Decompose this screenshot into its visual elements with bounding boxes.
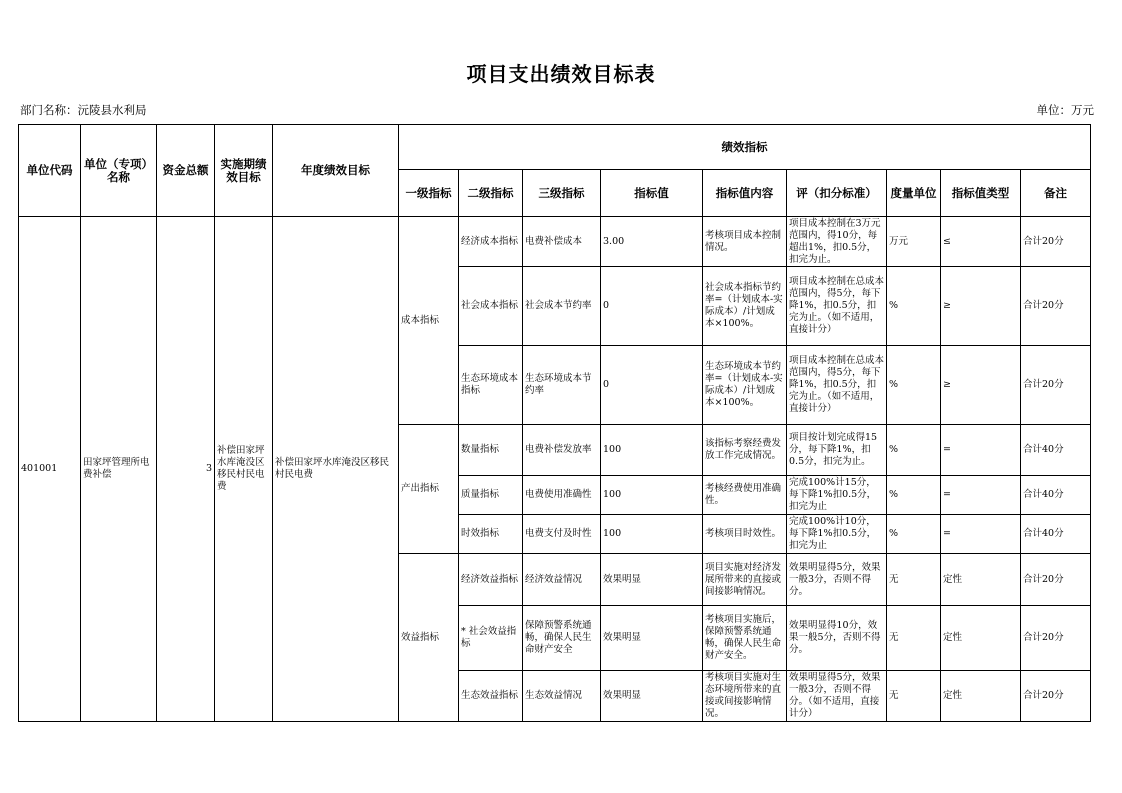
measure-unit-cell: % [887,425,941,476]
unit-label: 单位：万元 [1036,103,1094,117]
remark-cell: 合计20分 [1021,554,1091,606]
measure-unit-cell: 万元 [887,217,941,267]
department-label: 部门名称：沅陵县水利局 [20,103,147,117]
measure-unit-cell: 无 [887,671,941,722]
scoring-cell: 项目成本控制在3万元范围内，得10分，每超出1%，扣0.5分，扣完为止。 [787,217,887,267]
level2-cell: 生态效益指标 [459,671,523,722]
scoring-cell: 项目成本控制在总成本范围内，得5分，每下降1%，扣0.5分，扣完为止。（如不适用，直接计分） [787,346,887,425]
header-level1: 一级指标 [399,170,459,217]
value-type-cell: 定性 [941,554,1021,606]
value-cell: 0 [601,346,703,425]
remark-cell: 合计20分 [1021,217,1091,267]
content-cell: 社会成本指标节约率=（计划成本-实际成本）/计划成本×100%。 [703,267,787,346]
value-type-cell: = [941,425,1021,476]
level2-cell: * 社会效益指标 [459,606,523,671]
header-row-1 [19,125,1091,170]
total-funds-cell: 3 [157,217,215,722]
header-remark: 备注 [1021,170,1091,217]
scoring-cell: 项目按计划完成得15分，每下降1%，扣0.5分，扣完为止。 [787,425,887,476]
level2-cell: 生态环境成本指标 [459,346,523,425]
value-type-cell: 定性 [941,671,1021,722]
remark-cell: 合计40分 [1021,476,1091,515]
level2-cell: 时效指标 [459,515,523,554]
header-scoring: 评（扣分标准） [787,170,887,217]
level2-cell: 经济成本指标 [459,217,523,267]
level3-cell: 电费使用准确性 [523,476,601,515]
period-goal-cell: 补偿田家坪水库淹没区移民村民电费 [215,217,273,722]
level1-cell: 效益指标 [399,554,459,722]
table-row [19,217,1091,267]
content-cell: 该指标考察经费发放工作完成情况。 [703,425,787,476]
value-cell: 3.00 [601,217,703,267]
level2-cell: 社会成本指标 [459,267,523,346]
header-level2: 二级指标 [459,170,523,217]
header-period-goal: 实施期绩效目标 [215,125,273,217]
scoring-cell: 效果明显得5分，效果一般3分，否则不得分。（如不适用，直接计分） [787,671,887,722]
header-annual-goal: 年度绩效目标 [273,125,399,217]
content-cell: 生态环境成本节约率=（计划成本-实际成本）/计划成本×100%。 [703,346,787,425]
header-total-funds: 资金总额 [157,125,215,217]
header-value: 指标值 [601,170,703,217]
level3-cell: 保障预警系统通畅，确保人民生命财产安全 [523,606,601,671]
level2-cell: 质量指标 [459,476,523,515]
remark-cell: 合计20分 [1021,671,1091,722]
value-cell: 100 [601,476,703,515]
scoring-cell: 完成100%计15分，每下降1%扣0.5分，扣完为止 [787,476,887,515]
value-type-cell: ≥ [941,267,1021,346]
unit-code-cell: 401001 [19,217,81,722]
measure-unit-cell: % [887,515,941,554]
content-cell: 考核项目实施后，保障预警系统通畅，确保人民生命财产安全。 [703,606,787,671]
level3-cell: 生态环境成本节约率 [523,346,601,425]
value-cell: 100 [601,425,703,476]
remark-cell: 合计40分 [1021,515,1091,554]
value-type-cell: ≥ [941,346,1021,425]
level3-cell: 经济效益情况 [523,554,601,606]
scoring-cell: 完成100%计10分，每下降1%扣0.5分，扣完为止 [787,515,887,554]
measure-unit-cell: % [887,346,941,425]
level2-cell: 数量指标 [459,425,523,476]
header-measure-unit: 度量单位 [887,170,941,217]
remark-cell: 合计40分 [1021,425,1091,476]
value-type-cell: ≤ [941,217,1021,267]
content-cell: 考核项目实施对生态环境所带来的直接或间接影响情况。 [703,671,787,722]
level3-cell: 电费支付及时性 [523,515,601,554]
value-cell: 效果明显 [601,554,703,606]
header-indicators: 绩效指标 [399,125,1091,170]
level2-cell: 经济效益指标 [459,554,523,606]
level3-cell: 电费补偿成本 [523,217,601,267]
annual-goal-cell: 补偿田家坪水库淹没区移民村民电费 [273,217,399,722]
content-cell: 考核项目成本控制情况。 [703,217,787,267]
level3-cell: 社会成本节约率 [523,267,601,346]
value-cell: 100 [601,515,703,554]
remark-cell: 合计20分 [1021,267,1091,346]
scoring-cell: 效果明显得5分，效果一般3分，否则不得分。 [787,554,887,606]
header-value-type: 指标值类型 [941,170,1021,217]
value-cell: 0 [601,267,703,346]
measure-unit-cell: % [887,476,941,515]
remark-cell: 合计20分 [1021,606,1091,671]
value-type-cell: = [941,515,1021,554]
measure-unit-cell: 无 [887,606,941,671]
measure-unit-cell: % [887,267,941,346]
scoring-cell: 效果明显得10分，效果一般5分，否则不得分。 [787,606,887,671]
measure-unit-cell: 无 [887,554,941,606]
content-cell: 考核项目时效性。 [703,515,787,554]
header-unit-code: 单位代码 [19,125,81,217]
performance-table [18,124,1091,722]
page-title: 项目支出绩效目标表 [466,62,656,86]
unit-name-cell: 田家坪管理所电费补偿 [81,217,157,722]
level3-cell: 电费补偿发放率 [523,425,601,476]
header-unit-name: 单位（专项）名称 [81,125,157,217]
level1-cell: 成本指标 [399,217,459,425]
content-cell: 项目实施对经济发展所带来的直接或间接影响情况。 [703,554,787,606]
header-level3: 三级指标 [523,170,601,217]
header-content: 指标值内容 [703,170,787,217]
content-cell: 考核经费使用准确性。 [703,476,787,515]
remark-cell: 合计20分 [1021,346,1091,425]
value-cell: 效果明显 [601,606,703,671]
value-type-cell: = [941,476,1021,515]
value-type-cell: 定性 [941,606,1021,671]
scoring-cell: 项目成本控制在总成本范围内，得5分，每下降1%，扣0.5分，扣完为止。（如不适用，直接计分） [787,267,887,346]
level3-cell: 生态效益情况 [523,671,601,722]
level1-cell: 产出指标 [399,425,459,554]
value-cell: 效果明显 [601,671,703,722]
